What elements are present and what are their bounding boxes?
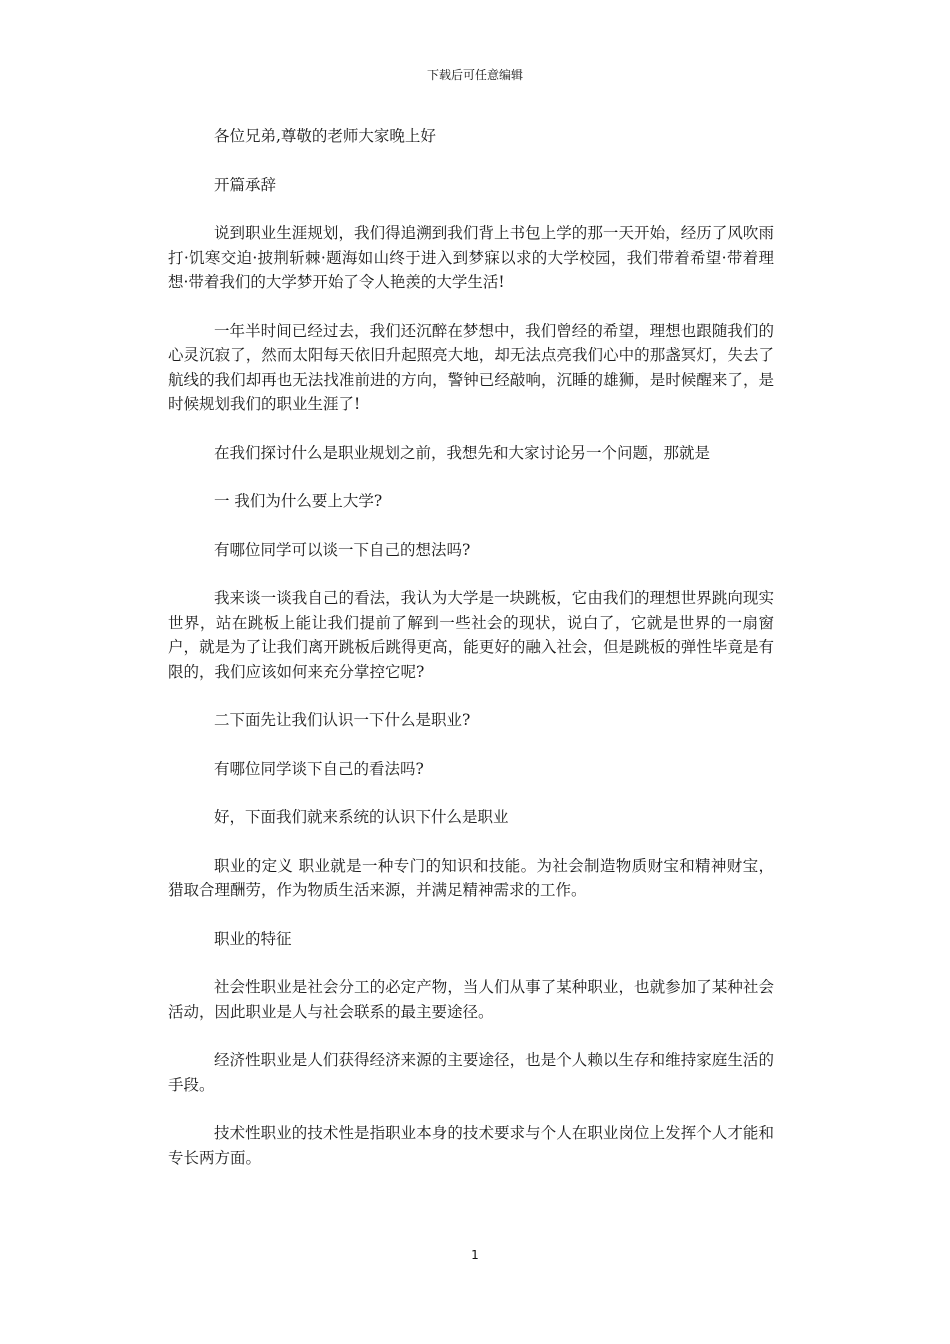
body-paragraph: 一年半时间已经过去，我们还沉醉在梦想中，我们曾经的希望，理想也跟随我们的心灵沉寂了，然而太阳每天依旧升起照亮大地，却无法点亮我们心中的那盏冥灯，失去了航线的我们却再也无法找准前进的方向，警钟已经敲响，沉睡的雄狮，是时候醒来了，是时候规划我们的职业生涯了! xyxy=(168,321,774,413)
page-number: 1 xyxy=(471,1248,479,1262)
opening-heading: 开篇承辞 xyxy=(214,175,277,194)
body-paragraph: 有哪位同学可以谈一下自己的想法吗? xyxy=(214,540,471,559)
body-paragraph: 在我们探讨什么是职业规划之前，我想先和大家讨论另一个问题，那就是 xyxy=(214,443,711,462)
page-header: 下载后可任意编辑 xyxy=(426,68,523,82)
body-paragraph: 社会性职业是社会分工的必定产物，当人们从事了某种职业，也就参加了某种社会活动，因此职业是人与社会联系的最主要途径。 xyxy=(168,978,774,1021)
section-heading: 二下面先让我们认识一下什么是职业? xyxy=(214,711,471,729)
section-heading: 一 我们为什么要上大学? xyxy=(214,492,383,510)
body-paragraph: 职业的定义 职业就是一种专门的知识和技能。为社会制造物质财宝和精神财宝，猎取合理酬劳，作为物质生活来源，并满足精神需求的工作。 xyxy=(168,856,774,899)
body-paragraph: 好，下面我们就来系统的认识下什么是职业 xyxy=(214,808,509,826)
body-paragraph: 经济性职业是人们获得经济来源的主要途径，也是个人赖以生存和维持家庭生活的手段。 xyxy=(168,1051,774,1094)
body-paragraph: 说到职业生涯规划，我们得追溯到我们背上书包上学的那一天开始，经历了风吹雨打·饥寒交迫·披荆斩棘·题海如山终于进入到梦寐以求的大学校园，我们带着希望·带着理想·带着我们的大学梦开始了令人艳羡的大学生活! xyxy=(168,224,774,291)
subsection-heading: 职业的特征 xyxy=(214,929,292,948)
body-paragraph: 我来谈一谈我自己的看法，我认为大学是一块跳板，它由我们的理想世界跳向现实世界，站在跳板上能让我们提前了解到一些社会的现状，说白了，它就是世界的一扇窗户，就是为了让我们离开跳板后跳得更高，能更好的融入社会，但是跳板的弹性毕竟是有限的，我们应该如何来充分掌控它呢? xyxy=(168,589,774,681)
document-body xyxy=(168,124,774,1194)
greeting-paragraph: 各位兄弟,尊敬的老师大家晚上好 xyxy=(214,127,436,145)
body-paragraph: 技术性职业的技术性是指职业本身的技术要求与个人在职业岗位上发挥个人才能和专长两方面。 xyxy=(168,1124,774,1167)
body-paragraph: 有哪位同学谈下自己的看法吗? xyxy=(214,759,424,778)
